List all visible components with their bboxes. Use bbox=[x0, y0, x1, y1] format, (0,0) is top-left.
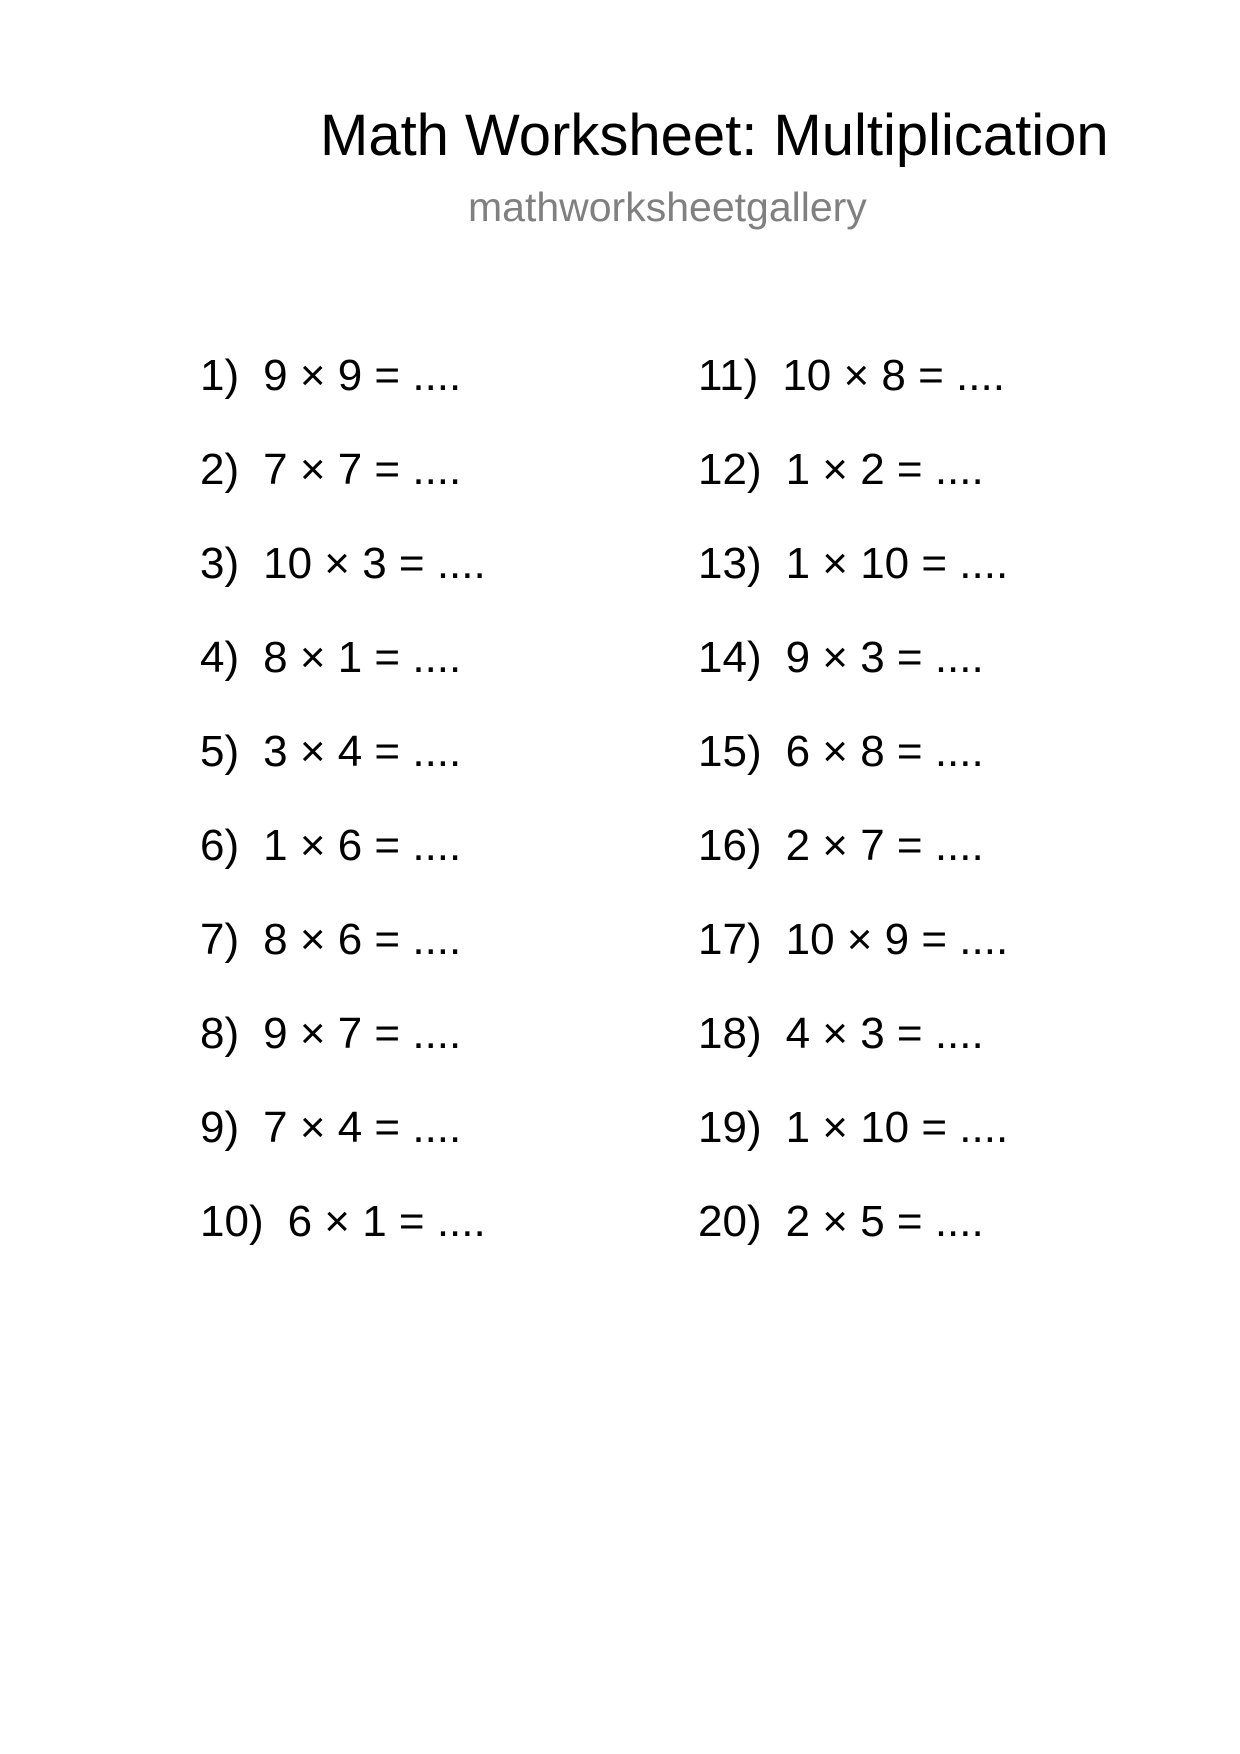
page-title: Math Worksheet: Multiplication bbox=[320, 103, 1109, 168]
problem-expression: 7 × 4 = .... bbox=[263, 1103, 462, 1152]
problem-expression: 7 × 7 = .... bbox=[263, 445, 462, 494]
problem-number: 10) bbox=[200, 1197, 264, 1246]
problem-item bbox=[698, 534, 1008, 594]
problem-item bbox=[698, 1192, 984, 1252]
problem-number: 15) bbox=[698, 727, 762, 776]
problem-expression: 8 × 1 = .... bbox=[263, 633, 462, 682]
problem-item bbox=[200, 534, 486, 594]
problem-item bbox=[698, 1004, 984, 1064]
problem-expression: 4 × 3 = .... bbox=[785, 1009, 984, 1058]
problem-expression: 1 × 10 = .... bbox=[785, 1103, 1009, 1152]
problem-expression: 8 × 6 = .... bbox=[263, 915, 462, 964]
problem-item bbox=[200, 722, 461, 782]
problem-item bbox=[698, 722, 984, 782]
problem-item bbox=[200, 1098, 461, 1158]
problem-number: 17) bbox=[698, 915, 762, 964]
problem-expression: 6 × 8 = .... bbox=[785, 727, 984, 776]
problem-expression: 1 × 2 = .... bbox=[785, 445, 984, 494]
problem-expression: 1 × 10 = .... bbox=[785, 539, 1009, 588]
problem-item bbox=[200, 1192, 486, 1252]
problem-item bbox=[200, 910, 461, 970]
problem-number: 1) bbox=[200, 351, 240, 400]
problem-number: 8) bbox=[200, 1009, 240, 1058]
problem-number: 14) bbox=[698, 633, 762, 682]
problem-expression: 10 × 8 = .... bbox=[782, 351, 1005, 400]
problem-item bbox=[200, 346, 461, 406]
problem-expression: 10 × 3 = .... bbox=[263, 539, 486, 588]
problem-item bbox=[698, 816, 984, 876]
problem-number: 11) bbox=[698, 351, 759, 400]
problem-expression: 9 × 3 = .... bbox=[785, 633, 984, 682]
problem-number: 6) bbox=[200, 821, 240, 870]
problem-item bbox=[698, 346, 1005, 406]
problem-number: 2) bbox=[200, 445, 240, 494]
problem-number: 20) bbox=[698, 1197, 762, 1246]
problem-expression: 9 × 9 = .... bbox=[263, 351, 462, 400]
problem-number: 9) bbox=[200, 1103, 240, 1152]
problem-expression: 1 × 6 = .... bbox=[263, 821, 462, 870]
problem-expression: 2 × 5 = .... bbox=[785, 1197, 984, 1246]
problem-expression: 10 × 9 = .... bbox=[785, 915, 1009, 964]
problem-number: 13) bbox=[698, 539, 762, 588]
problem-number: 19) bbox=[698, 1103, 762, 1152]
problem-number: 5) bbox=[200, 727, 240, 776]
problem-item bbox=[698, 1098, 1008, 1158]
problem-number: 7) bbox=[200, 915, 240, 964]
problem-item bbox=[698, 440, 984, 500]
problem-item bbox=[698, 910, 1008, 970]
problem-number: 3) bbox=[200, 539, 240, 588]
problem-number: 18) bbox=[698, 1009, 762, 1058]
problem-expression: 6 × 1 = .... bbox=[287, 1197, 486, 1246]
problem-item bbox=[200, 628, 461, 688]
problem-item bbox=[200, 816, 461, 876]
problem-number: 12) bbox=[698, 445, 762, 494]
problem-expression: 9 × 7 = .... bbox=[263, 1009, 462, 1058]
problem-item bbox=[698, 628, 984, 688]
page-subtitle: mathworksheetgallery bbox=[468, 184, 867, 230]
problem-item bbox=[200, 440, 461, 500]
problem-expression: 2 × 7 = .... bbox=[785, 821, 984, 870]
problem-number: 16) bbox=[698, 821, 762, 870]
problem-item bbox=[200, 1004, 461, 1064]
problem-expression: 3 × 4 = .... bbox=[263, 727, 462, 776]
problem-number: 4) bbox=[200, 633, 240, 682]
